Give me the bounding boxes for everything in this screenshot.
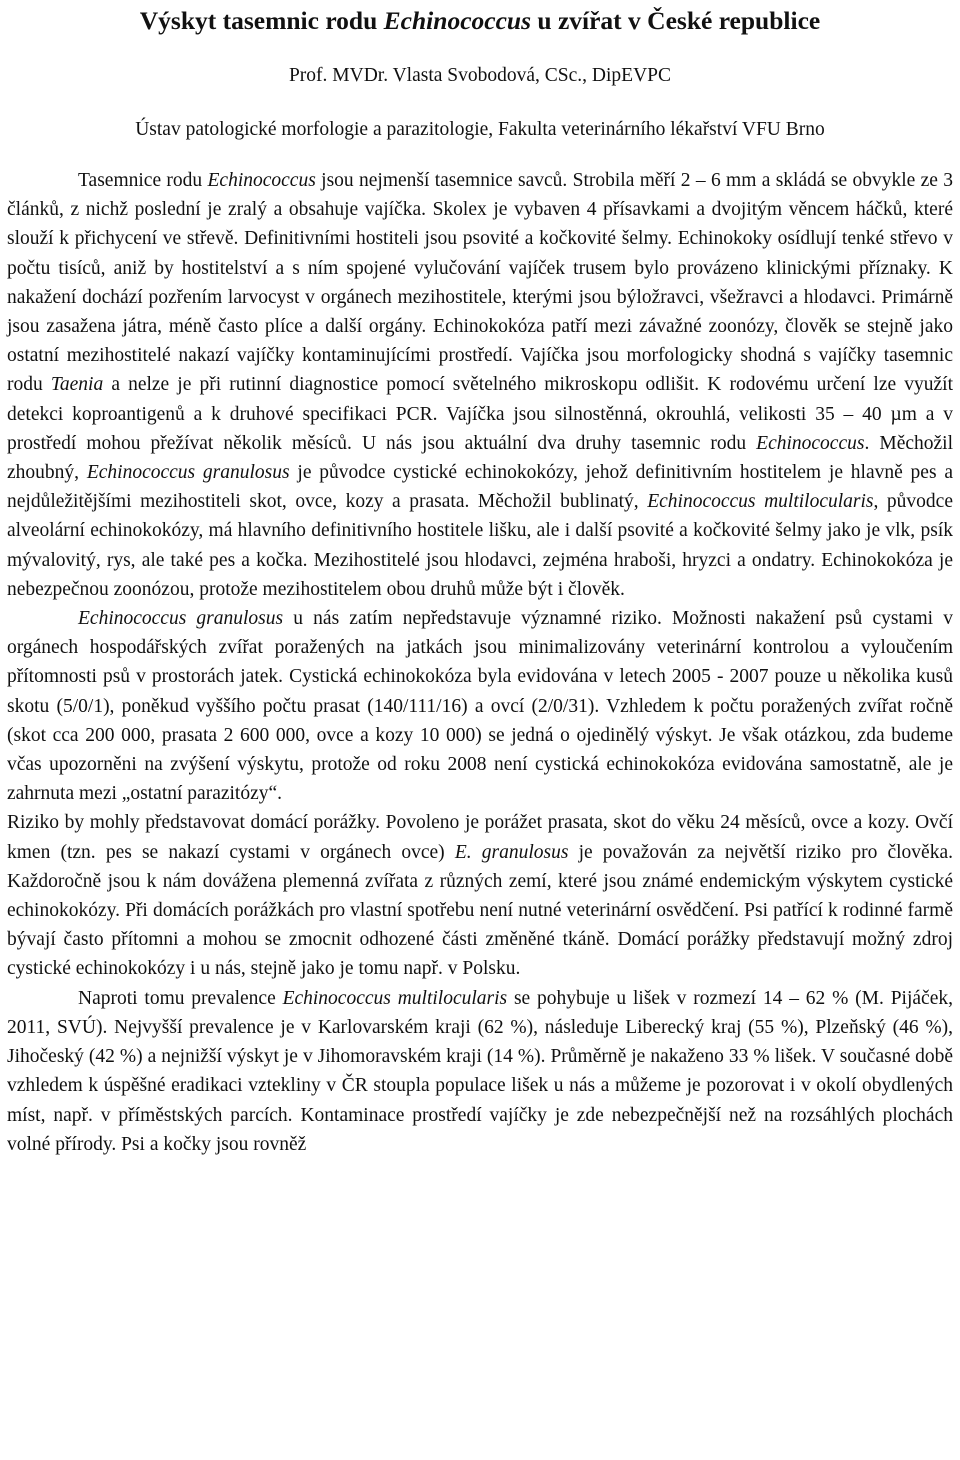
body-paragraph xyxy=(7,604,953,808)
italic-taxon-name: Echinococcus multilocularis xyxy=(282,987,508,1009)
paragraph-text: , původce alveolární echinokokózy, má hlavního definitivního hostitele lišku, ale i další psovité a kočkovité šelmy jako je vlk, psík mývalovitý, rys, ale také pes a kočka. Mezihostitelé jsou hlodavci, zejména hraboši, hryzci a ondatry. Echinokokóza je nebezpečnou zoonózou, protože mezihostitelem obou druhů může být i člověk. xyxy=(7,491,953,600)
document-title xyxy=(7,0,953,38)
title-text-start: Výskyt tasemnic rodu xyxy=(139,6,384,35)
paragraph-text: je původce cystické echinokokózy, jehož definitivním hostitelem je hlavně pes a nejdůležitějšími mezihostiteli skot, ovce, kozy a prasata. Měchožil bublinatý, xyxy=(7,462,953,513)
paragraph-text: . Měchožil zhoubný, xyxy=(7,432,953,484)
paragraph-text: jsou nejmenší tasemnice savců. Strobila měří 2 – 6 mm a skládá se obvykle ze 3 článků, z nichž poslední je zralý a obsahuje vajíčka. Skolex je vybaven 4 přísavkami a dvojitým věncem háčků, které slouží k přichycení ve střevě. Definitivními hostiteli jsou psovité a kočkovité šelmy. Echinokoky osídlují tenké střevo v počtu tisíců, aniž by hostitelství a s ním spojené vylučování vajíček trusem bylo provázeno klinickými příznaky. K nakažení dochází pozřením larvocyst v orgánech mezihostitele, kterými jsou býložravci, všežravci a hlodavci. Primárně jsou zasažena játra, méně často plíce a další orgány. Echinokokóza patří mezi závažné zoonózy, člověk se stejně jako ostatní mezihostitelé nakazí vajíčky kontaminujícími prostředí. Vajíčka jsou morfologicky shodná s vajíčky tasemnic rodu xyxy=(7,170,953,396)
italic-taxon-name: E. granulosus xyxy=(454,841,569,863)
title-genus-name: Echinococcus xyxy=(383,6,532,35)
body-paragraph xyxy=(7,808,953,983)
paragraph-text: je považován za největší riziko pro člověka. Každoročně jsou k nám dovážena plemenná zvířata z různých zemí, které jsou známé endemickým výskytem cystické echinokokózy. Při domácích porážkách pro vlastní spotřebu není nutné veterinární osvědčení. Psi patřící k rodinné farmě bývají často přítomni a mohou se zmocnit odhozené části změněné tkáně. Domácí porážky představují možný zdroj cystické echinokokózy i u nás, stejně jako je tomu např. v Polsku. xyxy=(7,841,953,980)
italic-taxon-name: Echinococcus granulosus xyxy=(86,462,290,484)
paragraph-text: Tasemnice rodu xyxy=(78,170,208,191)
body-paragraph xyxy=(7,984,953,1159)
italic-taxon-name: Echinococcus xyxy=(756,432,865,454)
title-text-end: u zvířat v České republice xyxy=(531,6,821,35)
affiliation-line: Ústav patologické morfologie a parazitologie, Fakulta veterinárního lékařství VFU Brno xyxy=(135,119,825,140)
paragraph-text: Riziko by mohly představovat domácí porážky. Povoleno je porážet prasata, skot do věku 24 měsíců, ovce a kozy. Ovčí kmen (tzn. pes se nakazí cystami v orgánech ovce) xyxy=(7,812,953,863)
body-paragraph xyxy=(7,166,953,604)
author-line: Prof. MVDr. Vlasta Svobodová, CSc., DipEVPC xyxy=(288,65,672,86)
paragraph-text: a nelze je při rutinní diagnostice pomocí světelného mikroskopu odlišit. K rodovému určení lze využít detekci koproantigenů a k druhové specifikaci PCR. Vajíčka jsou silnostěnná, okrouhlá, velikosti 35 – 40 µm a v prostředí mohou přežívat několik měsíců. U nás jsou aktuální dva druhy tasemnic rodu xyxy=(7,374,953,454)
paragraph-text: se pohybuje u lišek v rozmezí 14 – 62 % (M. Pijáček, 2011, SVÚ). Nejvyšší prevalence je v Karlovarském kraji (62 %), následuje Liberecký kraj (55 %), Plzeňský (46 %), Jihočeský (42 %) a nejnižší výskyt je v Jihomoravském kraji (14 %). Průměrně je nakaženo 33 % lišek. V současné době vzhledem k úspěšné eradikaci vztekliny v ČR stoupla populace lišek u nás a můžeme je pozorovat i v okolí obydlených míst, např. v příměstských parcích. Kontaminace prostředí vajíčky je zde nebezpečnější než na rozsáhlých plochách volné přírody. Psi a kočky jsou rovněž xyxy=(7,987,953,1155)
italic-taxon-name: Taenia xyxy=(50,374,104,396)
italic-taxon-name: Echinococcus granulosus xyxy=(78,608,284,630)
italic-taxon-name: Echinococcus xyxy=(207,170,316,191)
paragraph-text: u nás zatím nepředstavuje významné riziko. Možnosti nakažení psů cystami v orgánech hospodářských zvířat poražených na jatkách jsou minimalizovány veterinární kontrolou a vyloučením přítomnosti psů v prostorách jatek. Cystická echinokokóza byla evidována v letech 2005 - 2007 pouze u několika kusů skotu (5/0/1), poněkud vyššího počtu prasat (140/111/16) a ovcí (2/0/31). Vzhledem k počtu poražených zvířat ročně (skot cca 200 000, prasata 2 600 000, ovce a kozy 10 000) se jedná o ojedinělý výskyt. Je však otázkou, zda budeme včas upozorněni na zvýšení výskytu, protože od roku 2008 není cystická echinokokóza evidována samostatně, ale je zahrnuta mezi „ostatní parazitózy“. xyxy=(7,608,953,805)
paragraph-text: Naproti tomu prevalence xyxy=(78,987,283,1009)
italic-taxon-name: Echinococcus multilocularis xyxy=(647,491,874,513)
article-body xyxy=(7,166,953,1159)
